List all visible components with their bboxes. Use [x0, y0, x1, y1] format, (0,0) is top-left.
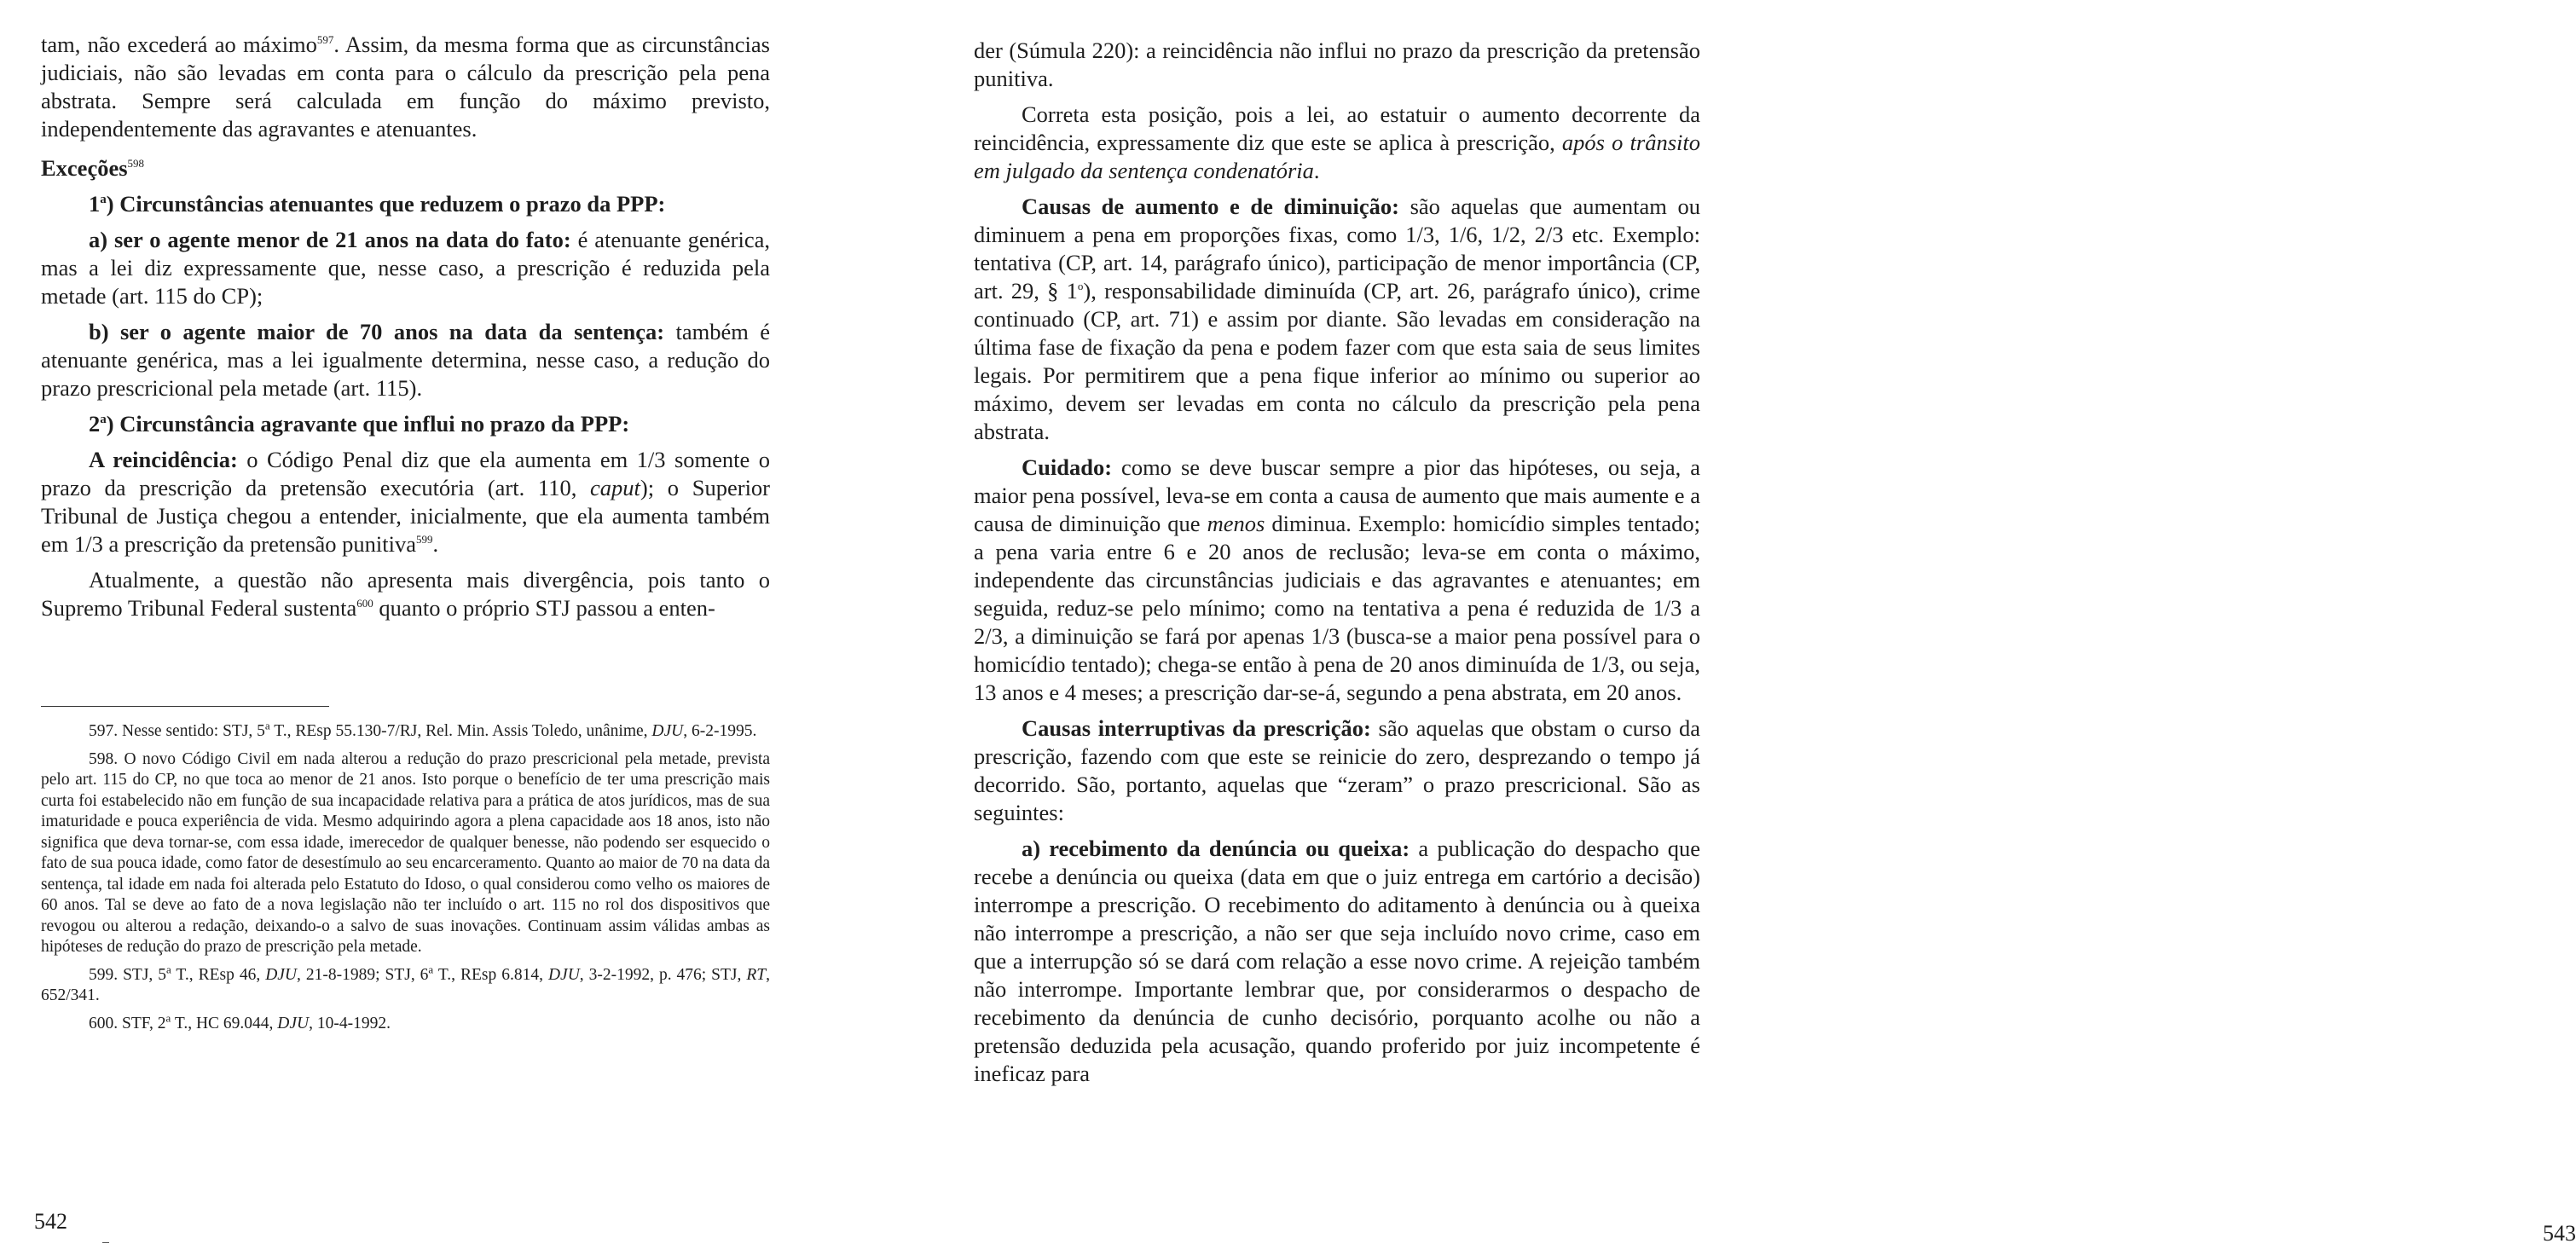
footnote-ref-600: 600: [356, 597, 373, 610]
italic-run: DJU: [277, 1014, 310, 1032]
italic-run: caput: [590, 475, 640, 500]
correta-paragraph: [974, 101, 1700, 185]
footnote-ref-597: 597: [316, 33, 334, 47]
text-run: 597. Nesse sentido: STJ, 5: [89, 722, 265, 740]
footnote-599: [41, 965, 770, 1007]
italic-run: DJU: [547, 965, 580, 984]
bold-lead: Causas de aumento e de diminuição:: [1022, 194, 1399, 219]
text-run: tam, não excederá ao máximo: [41, 32, 317, 57]
text-run: , 21-8-1989; STJ, 6: [297, 965, 429, 984]
italic-run: após o trânsito em julgado da sentença condenatória: [974, 130, 1701, 183]
bold-lead: a) ser o agente menor de 21 anos na data do fato:: [89, 227, 571, 252]
item-1-heading: [41, 190, 770, 218]
text-run: , 6-2-1995.: [683, 722, 757, 740]
text-run: ), responsabilidade diminuída (CP, art. 26, parágrafo único), crime continuado (CP, art. 71) e assim por diante. São levadas em consideração na última fase de fixação da pena e podem fazer com que esta saia de seus limites legais. Por permitirem que a pena fique inferior ao mínimo ou superior ao máximo, devem ser levadas em conta no cálculo da prescrição pela pena abstrata.: [974, 278, 1701, 444]
italic-run: menos: [1207, 511, 1265, 536]
paragraph-continuation: der (Súmula 220): a reincidência não influi no prazo da prescrição da pretensão punitiva.: [974, 38, 1700, 91]
text-run: o Código Penal diz que ela aumenta em 1/3 somente o prazo da prescrição da pretensão executória (art. 110,: [41, 447, 771, 500]
left-body-text: [41, 31, 770, 622]
atualmente-paragraph: [41, 566, 770, 622]
page-number: 543: [2543, 1221, 2576, 1246]
footnote-600: [41, 1011, 770, 1035]
ordinal-indicator: o: [1077, 280, 1084, 293]
footnote-597: [41, 721, 770, 743]
bold-lead: b) ser o agente maior de 70 anos na data da sentença:: [89, 319, 665, 344]
text-run: 600. STF, 2: [89, 1014, 166, 1032]
text-run: . Assim, da mesma forma que as circunstâncias judiciais, não são levadas em conta para o cálculo da prescrição pela pena abstrata. Sempre será calculada em função do máximo previsto, independentemente das agravantes e atenuantes.: [41, 32, 770, 142]
heading-text: ) Circunstâncias atenuantes que reduzem o prazo da PPP:: [106, 191, 666, 217]
bold-lead: a) recebimento da denúncia ou queixa:: [1022, 836, 1410, 861]
text-run: como se deve buscar sempre a pior das hipóteses, ou seja, a maior pena possível, leva-se em conta a causa de aumento que mais aumente e a causa de diminuição que: [974, 454, 1700, 536]
ordinal-indicator: a: [428, 963, 434, 975]
paragraph-continuation: [41, 31, 770, 143]
footnote-separator: [41, 706, 329, 707]
text-run: são aquelas que aumentam ou diminuem a pena em proporções fixas, como 1/3, 1/6, 1/2, 2/3 etc. Exemplo: tentativa (CP, art. 14, parágrafo único), participação de menor importância (CP, art. 29, § 1: [974, 194, 1700, 304]
text-run: , 10-4-1992.: [309, 1014, 391, 1032]
heading-text: Exceções: [41, 155, 128, 181]
italic-run: DJU: [265, 965, 298, 984]
ordinal-indicator: a: [166, 963, 171, 975]
text-run: T., REsp 55.130-7/RJ, Rel. Min. Assis Toledo, unânime,: [269, 722, 652, 740]
heading-text: ) Circunstância agravante que influi no prazo da PPP:: [106, 411, 630, 437]
causas-interruptivas-paragraph: [974, 714, 1700, 827]
text-run: .: [1313, 158, 1320, 183]
italic-run: RT: [746, 965, 767, 984]
text-run: , 652/341.: [41, 965, 771, 1004]
text-run: T., HC 69.044,: [171, 1014, 278, 1032]
text-run: T., REsp 46,: [171, 965, 266, 984]
text-run: .: [432, 531, 439, 557]
text-run: são aquelas que obstam o curso da prescrição, fazendo com que este se reinicie do zero, desprezando o tempo já decorrido. São, portanto, aquelas que “zeram” o prazo prescricional. São as seguintes:: [974, 715, 1700, 825]
scan-mark: [102, 1242, 109, 1243]
text-run: T., REsp 6.814,: [433, 965, 548, 984]
footnote-ref-599: 599: [416, 533, 433, 547]
item-number: 1: [89, 191, 101, 217]
item-1a-paragraph: [41, 226, 770, 310]
footnote-598: 598. O novo Código Civil em nada alterou a redução do prazo prescricional pela metade, prevista pelo art. 115 do CP, no que toca ao menor de 21 anos. Isto porque o benefício de ter uma prescrição mais curta foi estabelecido não em função de sua incapacidade relativa para a prática de atos jurídicos, mas de sua imaturidade e pouca experiência de vida. Mesmo adquirindo agora a plena capacidade aos 18 anos, isto não significa que deva tornar-se, com essa idade, imerecedor de qualquer benesse, não podendo ser esquecido o fato de sua pouca idade, como fator de desestímulo ao seu encarceramento. Quanto ao maior de 70 na data da sentença, tal idade em nada foi alterada pelo Estatuto do Idoso, o qual considerou como velho os maiores de 60 anos. Tal se deve ao fato de a nova legislação não ter incluído o art. 115 no rol dos dispositivos que revogou ou alterou a redação, deixando-o a salvo de suas inovações. Continuam assim válidas ambas as hipóteses de redução do prazo de prescrição pela metade.: [41, 749, 770, 956]
causas-aumento-paragraph: [974, 193, 1700, 446]
bold-lead: A reincidência:: [89, 447, 238, 472]
text-run: também é atenuante genérica, mas a lei igualmente determina, nesse caso, a redução do prazo prescricional pela metade (art. 115).: [41, 319, 771, 401]
item-number: 2: [89, 411, 101, 437]
ordinal-indicator: a: [100, 193, 107, 207]
recebimento-paragraph: [974, 835, 1700, 1088]
footnotes: [41, 721, 770, 1041]
ordinal-indicator: a: [165, 1011, 171, 1024]
item-1b-paragraph: [41, 318, 770, 402]
left-page: [0, 0, 873, 1255]
italic-run: DJU: [651, 722, 684, 740]
reincidencia-paragraph: [41, 446, 770, 558]
exceptions-heading: [41, 154, 770, 182]
text-run: , 3-2-1992, p. 476; STJ,: [579, 965, 747, 984]
cuidado-paragraph: [974, 454, 1700, 707]
text-run: a publicação do despacho que recebe a denúncia ou queixa (data em que o juiz entrega em cartório a decisão) interrompe a prescrição. O recebimento do aditamento à denúncia ou à queixa não interrompe a prescrição, a não ser que seja incluído novo crime, caso em que a interrupção só se dará com relação a esse novo crime. A rejeição também não interrompe. Importante lembrar que, por considerarmos o despacho de recebimento da denúncia de cunho decisório, porquanto acolhe ou não a pretensão deduzida pela acusação, quando proferido por juiz incompetente é ineficaz para: [974, 836, 1700, 1086]
text-run: 599. STJ, 5: [89, 965, 167, 984]
right-page: [873, 0, 2576, 1255]
text-run: Correta esta posição, pois a lei, ao estatuir o aumento decorrente da reincidência, expressamente diz que este se aplica à prescrição,: [974, 101, 1700, 155]
right-body-text: [974, 37, 1700, 1088]
ordinal-indicator: a: [264, 719, 270, 732]
page-number: 542: [34, 1209, 67, 1234]
footnote-ref-598: 598: [127, 157, 145, 171]
text-run: quanto o próprio STJ passou a enten-: [373, 595, 715, 621]
ordinal-indicator: a: [100, 413, 107, 427]
text-run: é atenuante genérica, mas a lei diz expressamente que, nesse caso, a prescrição é reduzida pela metade (art. 115 do CP);: [41, 227, 770, 309]
text-run: diminua. Exemplo: homicídio simples tentado; a pena varia entre 6 e 20 anos de reclusão; leva-se em conta o máximo, independente das circunstâncias judiciais e das agravantes e atenuantes; em seguida, reduz-se pelo mínimo; como na tentativa a pena é reduzida de 1/3 a 2/3, a diminuição se fará por apenas 1/3 (busca-se a maior pena possível para o homicídio tentado); chega-se então à pena de 20 anos diminuída de 1/3, ou seja, 13 anos e 4 meses; a prescrição dar-se-á, segundo a pena abstrata, em 20 anos.: [974, 511, 1700, 705]
item-2-heading: [41, 410, 770, 438]
bold-lead: Cuidado:: [1022, 454, 1113, 480]
text-run: Atualmente, a questão não apresenta mais divergência, pois tanto o Supremo Tribunal Federal sustenta: [41, 567, 770, 621]
bold-lead: Causas interruptivas da prescrição:: [1022, 715, 1371, 741]
text-run: ); o Superior Tribunal de Justiça chegou a entender, inicialmente, que ela aumenta também em 1/3 a prescrição da pretensão punitiva: [41, 475, 771, 557]
